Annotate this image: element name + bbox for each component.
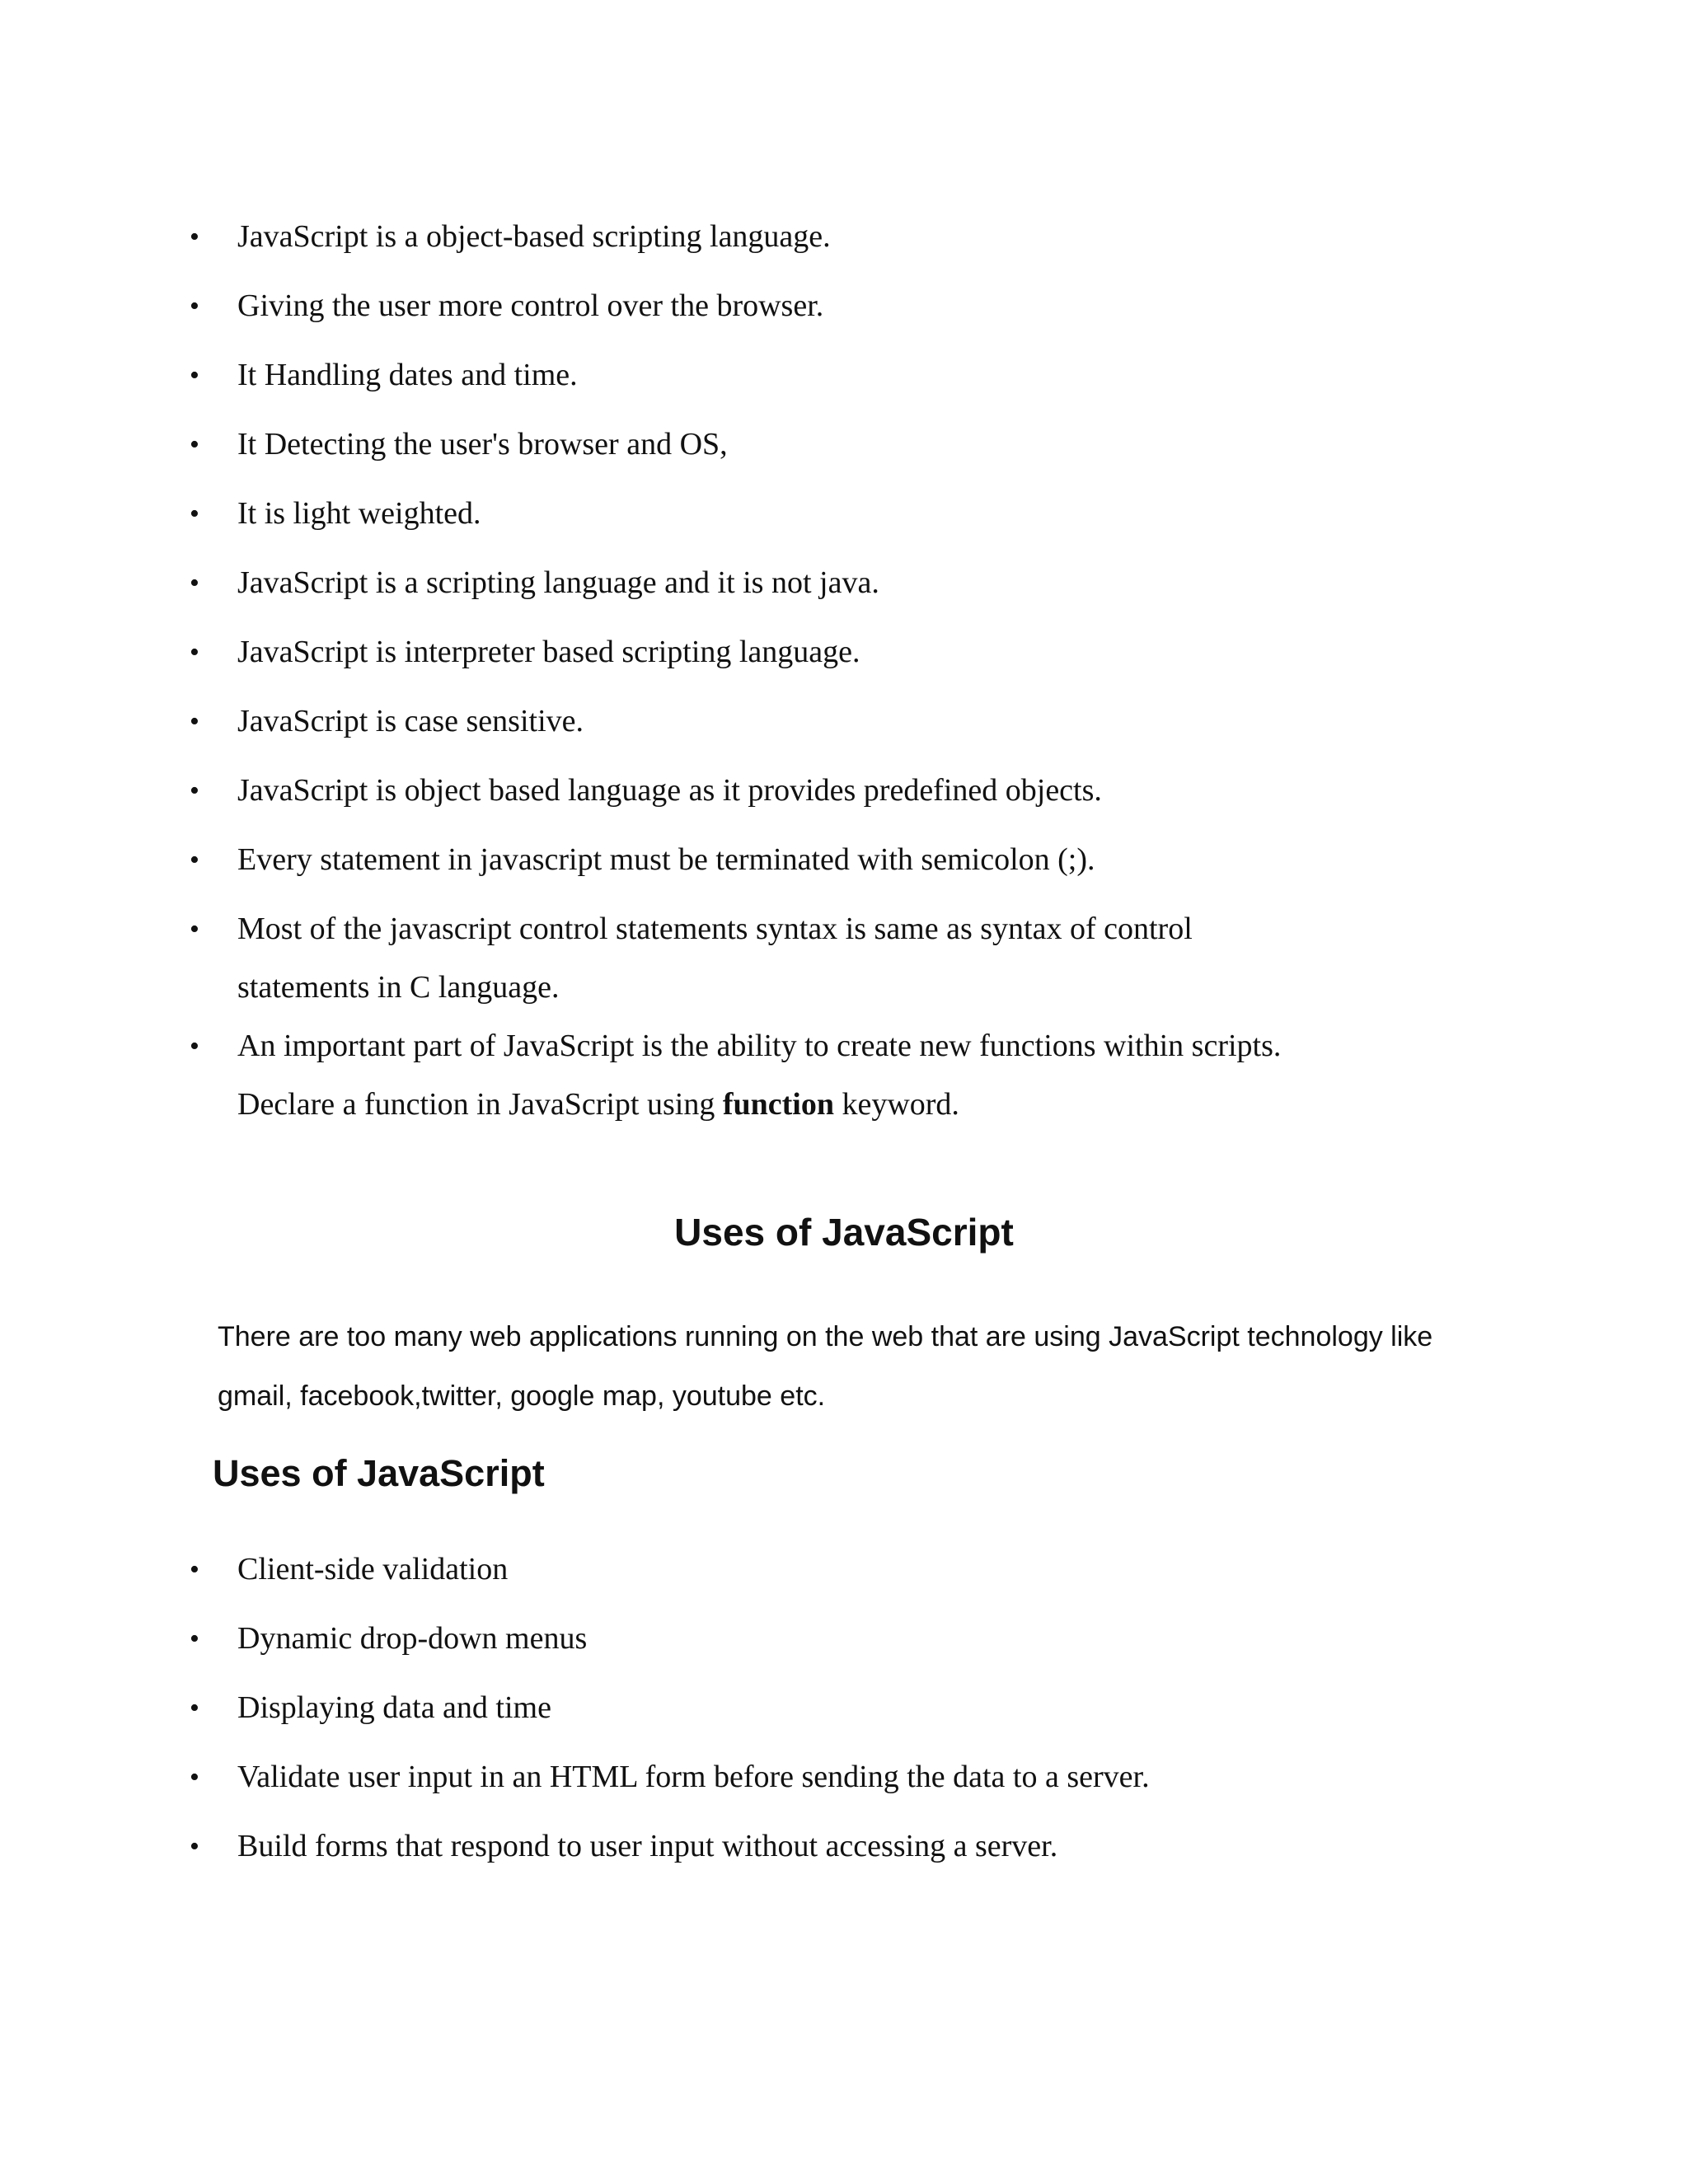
bullet-icon: •: [190, 291, 199, 321]
list-item: [0, 831, 1688, 889]
list-item-text: It Detecting the user's browser and OS,: [237, 427, 728, 462]
list-item-text: Displaying data and time: [237, 1690, 551, 1725]
list-item-text-line1: An important part of JavaScript is the ability to create new functions within scripts.: [237, 1029, 1282, 1063]
line2-text-after: keyword.: [833, 1087, 959, 1122]
list-item: [0, 1817, 1688, 1876]
bullet-icon: •: [190, 360, 199, 391]
uses-intro-paragraph: [218, 1307, 1536, 1426]
bullet-icon: •: [190, 637, 199, 668]
list-item-text: Validate user input in an HTML form before sending the data to a server.: [237, 1760, 1150, 1794]
uses-list: [0, 1540, 1688, 1886]
bullet-icon: •: [190, 499, 199, 529]
list-item: [0, 692, 1688, 751]
list-item-text: JavaScript is case sensitive.: [237, 704, 584, 738]
list-item: [0, 900, 1688, 1017]
list-item: [0, 415, 1688, 474]
list-item-text: JavaScript is a scripting language and it is not java.: [237, 565, 879, 600]
bullet-icon: •: [190, 776, 199, 806]
uses-subheading: Uses of JavaScript: [213, 1452, 545, 1494]
bullet-icon: •: [190, 568, 199, 598]
bullet-icon: •: [190, 1762, 199, 1793]
list-item-text: Client-side validation: [237, 1552, 509, 1586]
list-item: [0, 1017, 1688, 1134]
bullet-icon: •: [190, 429, 199, 460]
list-item-text-line2: statements in C language.: [237, 970, 560, 1005]
features-list: [0, 208, 1688, 1145]
list-item-text: JavaScript is interpreter based scripting language.: [237, 635, 860, 669]
list-item: [0, 762, 1688, 820]
list-item: [0, 1540, 1688, 1599]
list-item-text-line1: Most of the javascript control statements syntax is same as syntax of control: [237, 912, 1193, 946]
list-item: [0, 1748, 1688, 1807]
list-item-text: JavaScript is a object-based scripting language.: [237, 219, 831, 254]
list-item-text: It Handling dates and time.: [237, 358, 578, 392]
bullet-icon: •: [190, 1031, 199, 1062]
list-item: [0, 208, 1688, 266]
bullet-icon: •: [190, 222, 199, 252]
list-item-text: JavaScript is object based language as it provides predefined objects.: [237, 773, 1102, 808]
list-item: [0, 485, 1688, 543]
list-item-text: Giving the user more control over the browser.: [237, 288, 824, 323]
list-item: [0, 623, 1688, 682]
bullet-icon: •: [190, 845, 199, 875]
list-item-text: Every statement in javascript must be terminated with semicolon (;).: [237, 842, 1095, 877]
list-item: [0, 1610, 1688, 1668]
list-item: [0, 346, 1688, 405]
bullet-icon: •: [190, 1554, 199, 1585]
list-item: [0, 1679, 1688, 1737]
bullet-icon: •: [190, 1693, 199, 1723]
list-item-text: It is light weighted.: [237, 496, 481, 531]
list-item: [0, 277, 1688, 335]
bullet-icon: •: [190, 914, 199, 944]
uses-heading: Uses of JavaScript: [674, 1211, 1014, 1254]
bullet-icon: •: [190, 706, 199, 737]
list-item-text: Build forms that respond to user input without accessing a server.: [237, 1829, 1058, 1863]
list-item-text-line2: [237, 1076, 1540, 1134]
intro-line-2: gmail, facebook,twitter, google map, youtube etc.: [218, 1380, 826, 1412]
function-keyword: function: [722, 1087, 834, 1122]
list-item-text: Dynamic drop-down menus: [237, 1621, 588, 1656]
bullet-icon: •: [190, 1624, 199, 1654]
intro-line-1: There are too many web applications running on the web that are using JavaScript technology like: [218, 1321, 1433, 1352]
list-item: [0, 554, 1688, 612]
line2-text-before: Declare a function in JavaScript using: [237, 1087, 723, 1122]
bullet-icon: •: [190, 1831, 199, 1862]
